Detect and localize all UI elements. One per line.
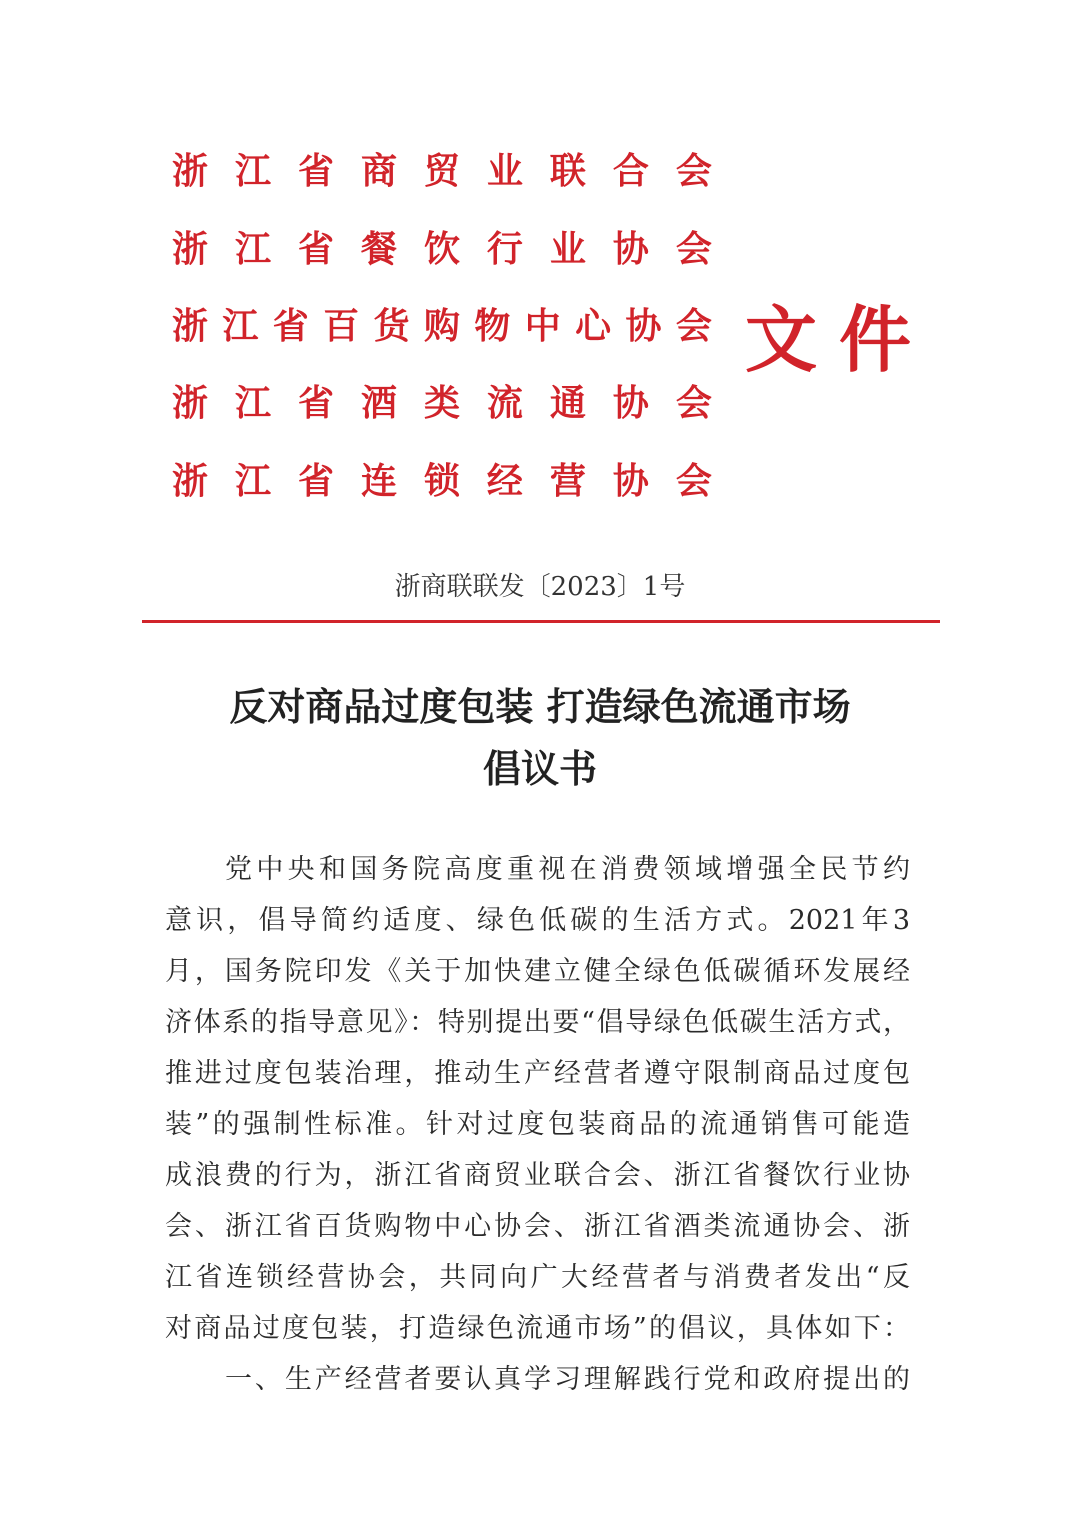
document-title: 反对商品过度包装 打造绿色流通市场 <box>229 685 851 729</box>
body-line: 意识，倡导简约适度、绿色低碳的生活方式。2021年3 <box>165 905 910 936</box>
body-line: 江省连锁经营协会，共同向广大经营者与消费者发出“反 <box>165 1262 910 1293</box>
body-line: 成浪费的行为，浙江省商贸业联合会、浙江省餐饮行业协 <box>165 1160 910 1191</box>
body-line: 对商品过度包装，打造绿色流通市场”的倡议，具体如下： <box>165 1313 910 1344</box>
body-line: 济体系的指导意见》：特别提出要“倡导绿色低碳生活方式， <box>165 1007 910 1038</box>
organization-name: 浙 江 省 酒 类 流 通 协 会 <box>172 381 712 424</box>
file-label: 文件 <box>745 297 934 382</box>
organization-name: 浙 江 省 百 货 购 物 中 心 协 会 <box>172 304 712 347</box>
organization-name: 浙 江 省 餐 饮 行 业 协 会 <box>172 227 712 270</box>
body-line: 推进过度包装治理，推动生产经营者遵守限制商品过度包 <box>165 1058 910 1089</box>
body-line: 装”的强制性标准。针对过度包装商品的流通销售可能造 <box>165 1109 910 1140</box>
red-divider <box>142 620 940 623</box>
body-line: 月，国务院印发《关于加快建立健全绿色低碳循环发展经 <box>165 956 910 987</box>
organization-name: 浙 江 省 商 贸 业 联 合 会 <box>172 149 712 192</box>
document-subtitle: 倡议书 <box>482 747 597 791</box>
body-line: 一、生产经营者要认真学习理解践行党和政府提出的 <box>225 1364 910 1395</box>
body-line: 党中央和国务院高度重视在消费领域增强全民节约 <box>225 854 910 885</box>
document-number: 浙商联联发〔2023〕1号 <box>394 572 686 602</box>
body-line: 会、浙江省百货购物中心协会、浙江省酒类流通协会、浙 <box>165 1211 910 1242</box>
organization-name: 浙 江 省 连 锁 经 营 协 会 <box>172 459 712 502</box>
